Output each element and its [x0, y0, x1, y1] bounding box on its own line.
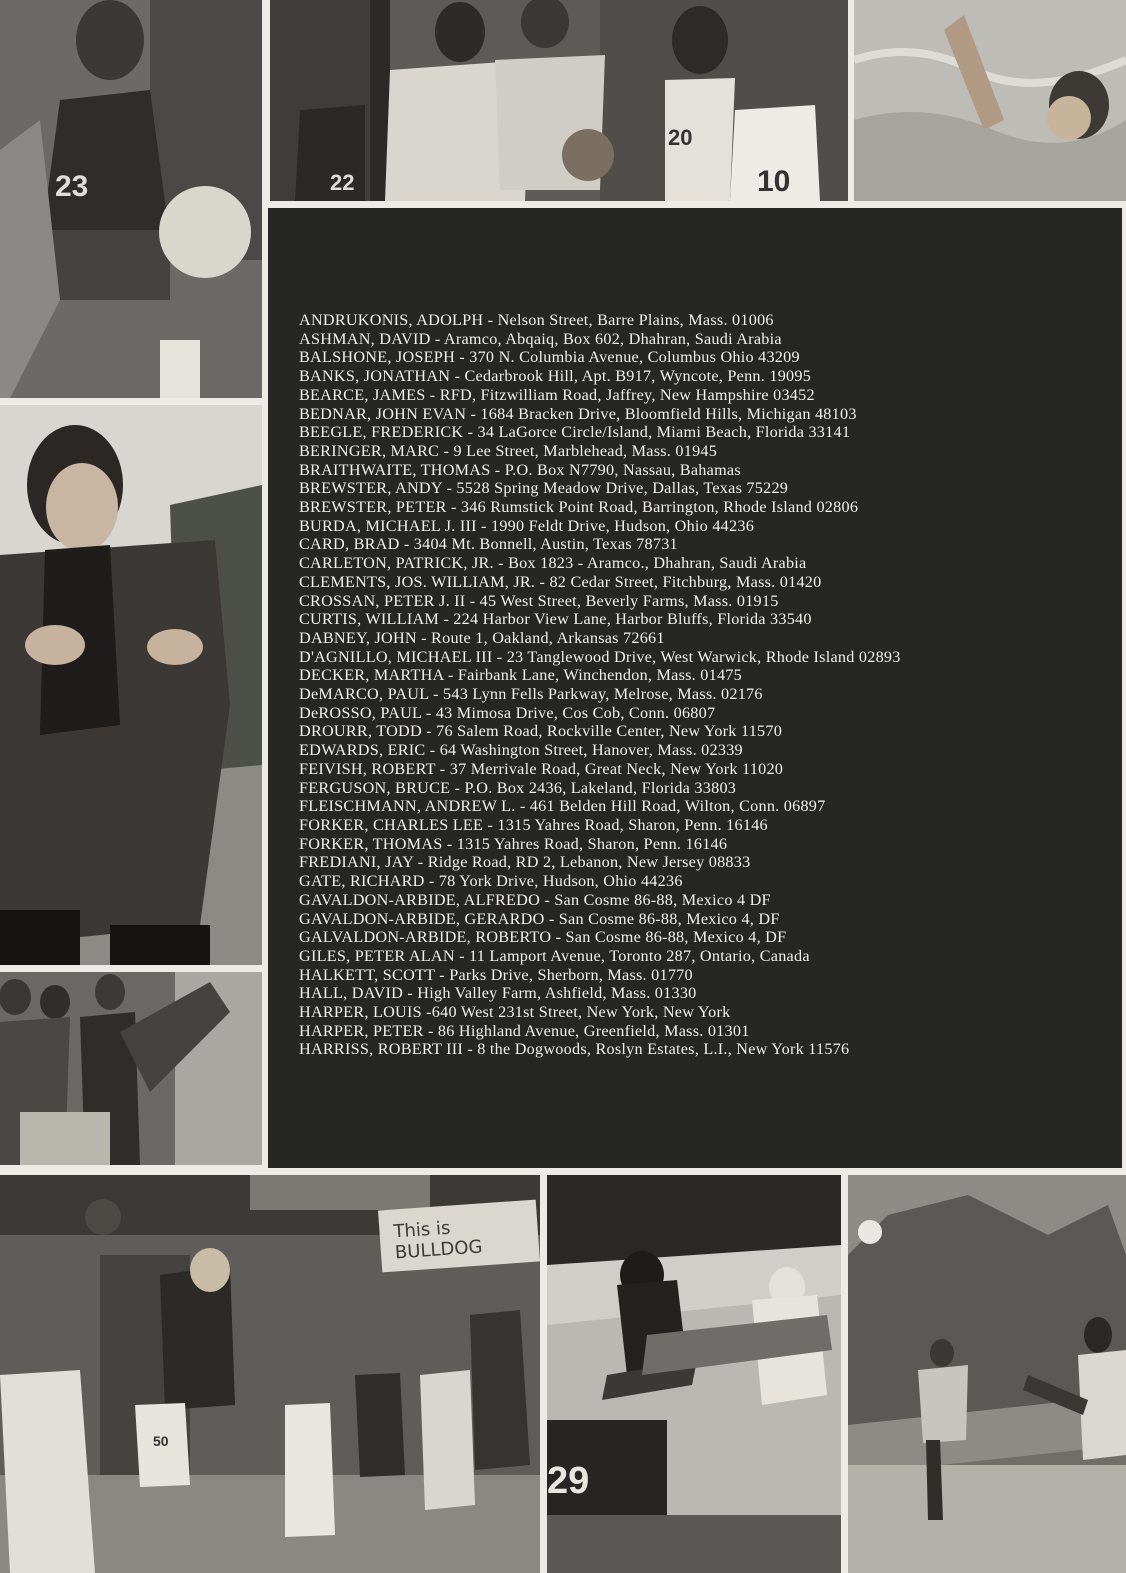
- jersey-number: 50: [153, 1433, 169, 1449]
- photo-swimmer-waving: [854, 0, 1126, 201]
- directory-entry: BANKS, JONATHAN - Cedarbrook Hill, Apt. B917, Wyncote, Penn. 19095: [299, 367, 812, 386]
- jersey-number: 20: [668, 125, 693, 150]
- directory-entry: BALSHONE, JOSEPH - 370 N. Columbia Avenue, Columbus Ohio 43209: [299, 348, 800, 367]
- student-directory: [299, 311, 1109, 1059]
- hockey-jersey-number: 29: [547, 1460, 590, 1502]
- photo-soccer-kick: [848, 1175, 1126, 1573]
- photo-smiling-man: [0, 405, 262, 965]
- directory-entry: DeMARCO, PAUL - 543 Lynn Fells Parkway, Melrose, Mass. 02176: [299, 685, 763, 704]
- gym-banner-text: This is BULLDOG: [392, 1217, 484, 1264]
- directory-entry: FERGUSON, BRUCE - P.O. Box 2436, Lakeland, Florida 33803: [299, 778, 737, 797]
- directory-entry: GILES, PETER ALAN - 11 Lamport Avenue, Toronto 287, Ontario, Canada: [299, 946, 810, 965]
- directory-entry: CURTIS, WILLIAM - 224 Harbor View Lane, Harbor Bluffs, Florida 33540: [299, 610, 812, 629]
- directory-entry: FREDIANI, JAY - Ridge Road, RD 2, Lebanon, New Jersey 08833: [299, 853, 751, 872]
- directory-entry: GAVALDON-ARBIDE, ALFREDO - San Cosme 86-88, Mexico 4 DF: [299, 890, 771, 909]
- directory-entry: GALVALDON-ARBIDE, ROBERTO - San Cosme 86-88, Mexico 4, DF: [299, 928, 787, 947]
- jersey-number: 23: [55, 170, 89, 203]
- directory-entry: FEIVISH, ROBERT - 37 Merrivale Road, Great Neck, New York 11020: [299, 759, 784, 778]
- directory-entry: BRAITHWAITE, THOMAS - P.O. Box N7790, Nassau, Bahamas: [299, 460, 741, 479]
- directory-entry: CROSSAN, PETER J. II - 45 West Street, Beverly Farms, Mass. 01915: [299, 591, 779, 610]
- photo-ice-hockey: [547, 1175, 841, 1573]
- jersey-number: 22: [330, 170, 355, 195]
- directory-entry: EDWARDS, ERIC - 64 Washington Street, Hanover, Mass. 02339: [299, 741, 743, 760]
- photo-basketball-dribble: [0, 0, 262, 398]
- directory-entry: HARRISS, ROBERT III - 8 the Dogwoods, Roslyn Estates, L.I., New York 11576: [299, 1040, 850, 1059]
- directory-entry: FORKER, CHARLES LEE - 1315 Yahres Road, Sharon, Penn. 16146: [299, 815, 768, 834]
- directory-entry: ASHMAN, DAVID - Aramco, Abqaiq, Box 602, Dhahran, Saudi Arabia: [299, 329, 782, 348]
- directory-entry: DROURR, TODD - 76 Salem Road, Rockville Center, New York 11570: [299, 722, 783, 741]
- directory-entry: GAVALDON-ARBIDE, GERARDO - San Cosme 86-88, Mexico 4, DF: [299, 909, 780, 928]
- photo-referees-huddle: [270, 0, 848, 201]
- directory-entry: DABNEY, JOHN - Route 1, Oakland, Arkansas 72661: [299, 628, 665, 647]
- directory-entry: BEDNAR, JOHN EVAN - 1684 Bracken Drive, Bloomfield Hills, Michigan 48103: [299, 404, 857, 423]
- directory-entry: ANDRUKONIS, ADOLPH - Nelson Street, Barre Plains, Mass. 01006: [299, 311, 774, 329]
- directory-entry: BEARCE, JAMES - RFD, Fitzwilliam Road, Jaffrey, New Hampshire 03452: [299, 385, 815, 404]
- directory-entry: D'AGNILLO, MICHAEL III - 23 Tanglewood Drive, West Warwick, Rhode Island 02893: [299, 647, 901, 666]
- directory-entry: BREWSTER, ANDY - 5528 Spring Meadow Drive, Dallas, Texas 75229: [299, 479, 789, 498]
- jersey-number: 10: [757, 165, 791, 198]
- photo-group-luggage: [0, 972, 262, 1165]
- directory-entry: BREWSTER, PETER - 346 Rumstick Point Road, Barrington, Rhode Island 02806: [299, 498, 859, 517]
- directory-entry: HALKETT, SCOTT - Parks Drive, Sherborn, Mass. 01770: [299, 965, 693, 984]
- directory-entry: BERINGER, MARC - 9 Lee Street, Marblehead, Mass. 01945: [299, 441, 718, 460]
- directory-entry: CARD, BRAD - 3404 Mt. Bonnell, Austin, Texas 78731: [299, 535, 678, 554]
- directory-entry: CLEMENTS, JOS. WILLIAM, JR. - 82 Cedar Street, Fitchburg, Mass. 01420: [299, 572, 822, 591]
- directory-entry: HARPER, PETER - 86 Highland Avenue, Greenfield, Mass. 01301: [299, 1021, 750, 1040]
- photo-basketball-game: [0, 1175, 540, 1573]
- directory-entry: CARLETON, PATRICK, JR. - Box 1823 - Aramco., Dhahran, Saudi Arabia: [299, 554, 807, 573]
- directory-entry: DECKER, MARTHA - Fairbank Lane, Winchendon, Mass. 01475: [299, 666, 742, 685]
- gym-banner: [378, 1200, 540, 1273]
- directory-entry: BEEGLE, FREDERICK - 34 LaGorce Circle/Island, Miami Beach, Florida 33141: [299, 423, 851, 442]
- directory-entry: FLEISCHMANN, ANDREW L. - 461 Belden Hill Road, Wilton, Conn. 06897: [299, 797, 826, 816]
- directory-entry: DeROSSO, PAUL - 43 Mimosa Drive, Cos Cob, Conn. 06807: [299, 703, 716, 722]
- directory-entry: GATE, RICHARD - 78 York Drive, Hudson, Ohio 44236: [299, 872, 683, 891]
- directory-entry: FORKER, THOMAS - 1315 Yahres Road, Sharon, Penn. 16146: [299, 834, 728, 853]
- directory-entry: HARPER, LOUIS -640 West 231st Street, New York, New York: [299, 1003, 731, 1022]
- directory-entry: BURDA, MICHAEL J. III - 1990 Feldt Drive, Hudson, Ohio 44236: [299, 516, 755, 535]
- directory-entry: HALL, DAVID - High Valley Farm, Ashfield, Mass. 01330: [299, 984, 697, 1003]
- directory-panel: [268, 208, 1122, 1168]
